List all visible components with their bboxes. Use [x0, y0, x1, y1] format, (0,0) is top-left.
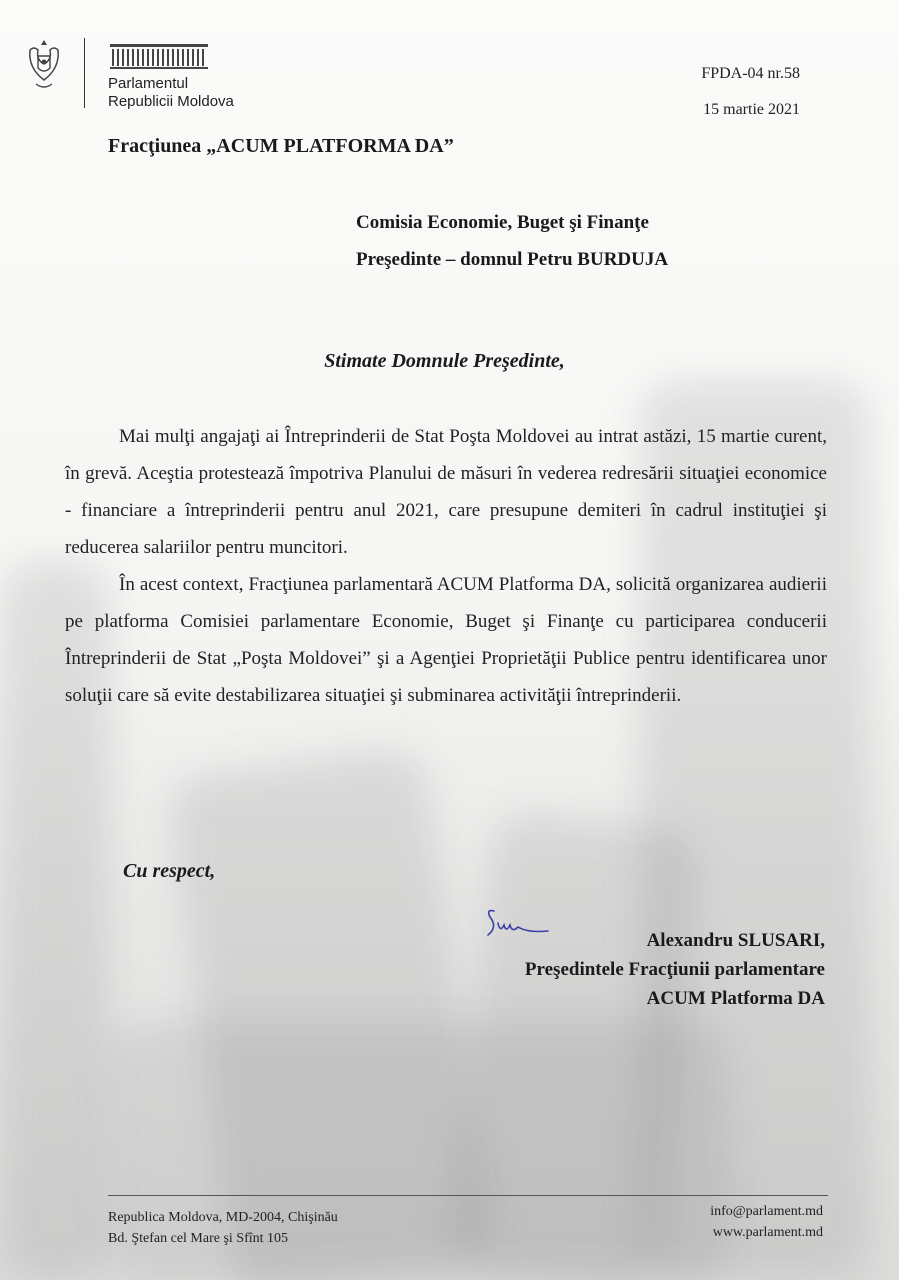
recipient-line-2: Preşedinte – domnul Petru BURDUJA	[356, 249, 669, 270]
footer-divider	[108, 1195, 828, 1196]
footer-contact	[710, 1201, 823, 1243]
org-line-2: Republicii Moldova	[108, 93, 234, 110]
footer-email-link[interactable]: info@parlament.md	[710, 1204, 823, 1219]
body-paragraph-2: În acest context, Fracţiunea parlamentară ACUM Platforma DA, solicită organizarea audierii pe platforma Comisiei parlamentare Economie, Buget şi Finanţe cu participarea conducerii Întreprinderii de Stat „Poşta Moldovei” şi a Agenţiei Proprietăţii Publice pentru identificarea unor soluţii care să evite destabilizarea situaţiei şi subminarea activităţii întreprinderii.	[65, 574, 827, 706]
recipient-line-1: Comisia Economie, Buget şi Finanţe	[356, 212, 649, 233]
letter-date: 15 martie 2021	[703, 101, 800, 118]
address-line-2: Bd. Ştefan cel Mare şi Sfînt 105	[108, 1231, 289, 1246]
signer-block	[525, 926, 825, 1013]
reference-number: FPDA-04 nr.58	[701, 65, 800, 82]
signer-title-2: ACUM Platforma DA	[646, 988, 825, 1009]
faction-title: Fracţiunea „ACUM PLATFORMA DA”	[108, 135, 454, 157]
signer-name: Alexandru SLUSARI,	[646, 930, 825, 951]
letterhead-divider	[84, 38, 85, 108]
parliament-building-icon	[108, 40, 210, 70]
body-paragraph-1: Mai mulţi angajaţi ai Întreprinderii de Stat Poşta Moldovei au intrat astăzi, 15 martie curent, în grevă. Aceştia protestează împotriva Planului de măsuri în vederea redresării situaţiei economice - financiare a întreprinderii pentru anul 2021, care presupune demiteri în cadrul instituţiei şi reducerea salariilor pentru muncitori.	[65, 426, 827, 558]
letter-body	[65, 418, 827, 714]
closing: Cu respect,	[123, 860, 216, 882]
coat-of-arms-icon	[26, 36, 62, 94]
org-line-1: Parlamentul	[108, 75, 189, 92]
footer-address	[108, 1207, 338, 1249]
address-line-1: Republica Moldova, MD-2004, Chişinău	[108, 1210, 338, 1225]
reference-block	[701, 56, 800, 128]
organization-name	[108, 75, 234, 111]
signer-title-1: Preşedintele Fracţiunii parlamentare	[524, 959, 825, 980]
salutation	[0, 350, 899, 373]
footer-website-link[interactable]: www.parlament.md	[712, 1225, 823, 1240]
recipient-block	[356, 204, 668, 278]
salutation-text: Stimate Domnule Preşedinte,	[324, 350, 565, 372]
